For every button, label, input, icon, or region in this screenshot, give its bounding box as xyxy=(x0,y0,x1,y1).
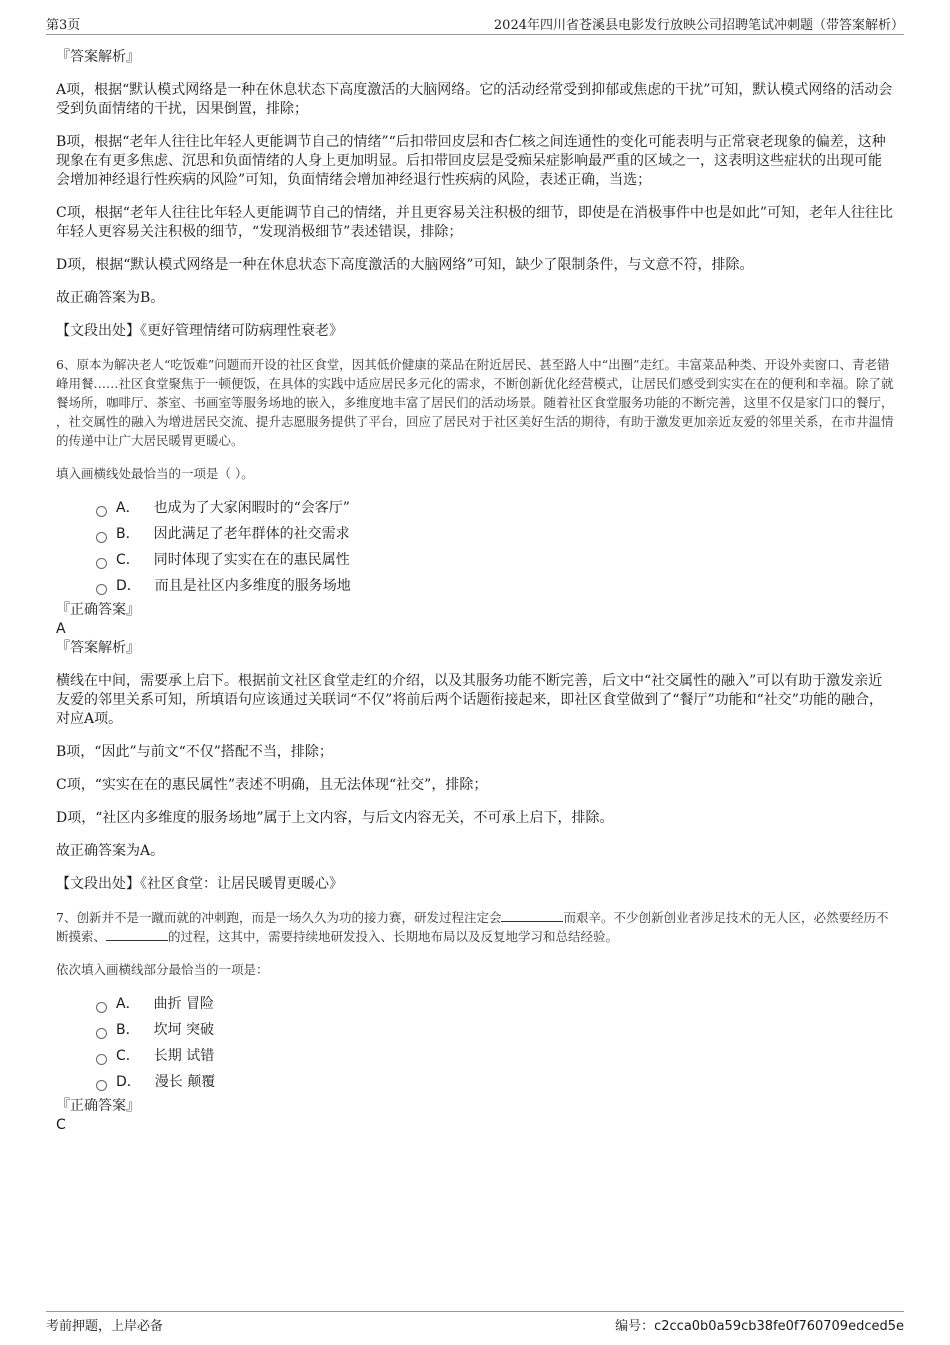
answer-value: C xyxy=(56,1117,66,1133)
conclusion: 故正确答案为A。 xyxy=(56,843,165,859)
question-prompt: 填入画横线处最恰当的一项是（ ）。 xyxy=(56,466,254,481)
answer-label: 『正确答案』 xyxy=(56,602,140,618)
option-a[interactable]: A． 曲折 冒险 xyxy=(96,991,894,1017)
option-d[interactable]: D． 而且是社区内多维度的服务场地 xyxy=(96,573,894,599)
fill-blank xyxy=(501,909,563,922)
source-citation: 【文段出处】《社区食堂：让居民暖胃更暖心》 xyxy=(56,876,343,892)
radio-icon[interactable] xyxy=(96,584,107,595)
option-list xyxy=(56,991,894,1095)
document-id: 编号：c2cca0b0a59cb38fe0f760709edced5e xyxy=(615,1319,904,1334)
analysis-label: 『答案解析』 xyxy=(56,640,140,656)
option-b[interactable]: B． 因此满足了老年群体的社交需求 xyxy=(96,521,894,547)
radio-icon[interactable] xyxy=(96,558,107,569)
question-text: 7、创新并不是一蹴而就的冲刺跑，而是一场久久为功的接力赛，研发过程注定会 而艰辛。不少创新创业者涉足技术的无人区，必然要经历不断摸索、 的过程，这其中，需要持续地研发投入、长期地布局以及反复地学习和总结经验。 xyxy=(56,910,889,944)
option-list xyxy=(56,495,894,599)
analysis-paragraph: C项，“实实在在的惠民属性”表述不明确，且无法体现“社交”，排除； xyxy=(56,777,488,793)
answer-label: 『正确答案』 xyxy=(56,1098,140,1114)
source-citation: 【文段出处】《更好管理情绪可防病理性衰老》 xyxy=(56,323,343,339)
radio-icon[interactable] xyxy=(96,1002,107,1013)
radio-icon[interactable] xyxy=(96,1054,107,1065)
option-c[interactable]: C． 长期 试错 xyxy=(96,1043,894,1069)
radio-icon[interactable] xyxy=(96,1028,107,1039)
radio-icon[interactable] xyxy=(96,506,107,517)
fill-blank xyxy=(106,928,168,941)
question-text: 6、原本为解决老人“吃饭难”问题而开设的社区食堂，因其低价健康的菜品在附近居民、甚至路人中“出圈”走红。丰富菜品种类、开设外卖窗口、青老错峰用餐……社区食堂聚焦于一顿便饭，在具体的实践中适应居民多元化的需求，不断创新优化经营模式，让居民们感受到实实在在的便利和幸福。除了就餐场所，咖啡厅、茶室、书画室等服务场地的嵌入，多维度地丰富了居民们的活动场景。随着社区食堂服务功能的不断完善，这里不仅是家门口的餐厅， ，社交属性的融入为增进居民交流、提升志愿服务提供了平台，回应了居民对于社区美好生活的期待，有助于激发更加亲近友爱的邻里关系，在市井温情的传递中让广大居民暖胃更暖心。 xyxy=(56,357,894,448)
option-b[interactable]: B． 坎坷 突破 xyxy=(96,1017,894,1043)
page-header xyxy=(46,14,904,35)
analysis-paragraph: B项，“因此”与前文“不仅”搭配不当，排除； xyxy=(56,744,333,760)
question-prompt: 依次填入画横线部分最恰当的一项是： xyxy=(56,962,269,977)
analysis-paragraph: 横线在中间，需要承上启下。根据前文社区食堂走红的介绍，以及其服务功能不断完善，后文中“社交属性的融入”可以有助于激发亲近友爱的邻里关系可知，所填语句应该通过关联词“不仅”将前后两个话题衔接起来，即社区食堂做到了“餐厅”功能和“社交”功能的融合，对应A项。 xyxy=(56,673,883,727)
document-title: 2024年四川省苍溪县电影发行放映公司招聘笔试冲刺题（带答案解析） xyxy=(493,18,904,33)
analysis-paragraph: D项，“社区内多维度的服务场地”属于上文内容，与后文内容无关，不可承上启下，排除。 xyxy=(56,810,614,826)
radio-icon[interactable] xyxy=(96,1080,107,1091)
analysis-label: 『答案解析』 xyxy=(56,49,140,65)
page-footer xyxy=(46,1311,904,1336)
footer-slogan: 考前押题，上岸必备 xyxy=(46,1319,164,1334)
option-a[interactable]: A． 也成为了大家闲暇时的“会客厅” xyxy=(96,495,894,521)
analysis-paragraph: A项，根据“默认模式网络是一种在休息状态下高度激活的大脑网络。它的活动经常受到抑郁或焦虑的干扰”可知，默认模式网络的活动会受到负面情绪的干扰，因果倒置，排除； xyxy=(56,82,893,117)
option-d[interactable]: D． 漫长 颠覆 xyxy=(96,1069,894,1095)
analysis-paragraph: B项，根据“老年人往往比年轻人更能调节自己的情绪”“后扣带回皮层和杏仁核之间连通性的变化可能表明与正常衰老现象的偏差，这种现象在有更多焦虑、沉思和负面情绪的人身上更加明显。后扣带回皮层是受痴呆症影响最严重的区域之一，这表明这些症状的出现可能会增加神经退行性疾病的风险”可知，负面情绪会增加神经退行性疾病的风险，表述正确，当选； xyxy=(56,134,886,188)
radio-icon[interactable] xyxy=(96,532,107,543)
analysis-paragraph: D项，根据“默认模式网络是一种在休息状态下高度激活的大脑网络”可知，缺少了限制条件，与文意不符，排除。 xyxy=(56,257,754,273)
analysis-paragraph: C项，根据“老年人往往比年轻人更能调节自己的情绪，并且更容易关注积极的细节，即使是在消极事件中也是如此”可知，老年人往往比年轻人更容易关注积极的细节，“发现消极细节”表述错误，排除； xyxy=(56,205,894,240)
page-number: 第3页 xyxy=(46,18,81,33)
document-body xyxy=(56,44,894,1135)
option-c[interactable]: C． 同时体现了实实在在的惠民属性 xyxy=(96,547,894,573)
answer-value: A xyxy=(56,621,66,637)
conclusion: 故正确答案为B。 xyxy=(56,290,165,306)
